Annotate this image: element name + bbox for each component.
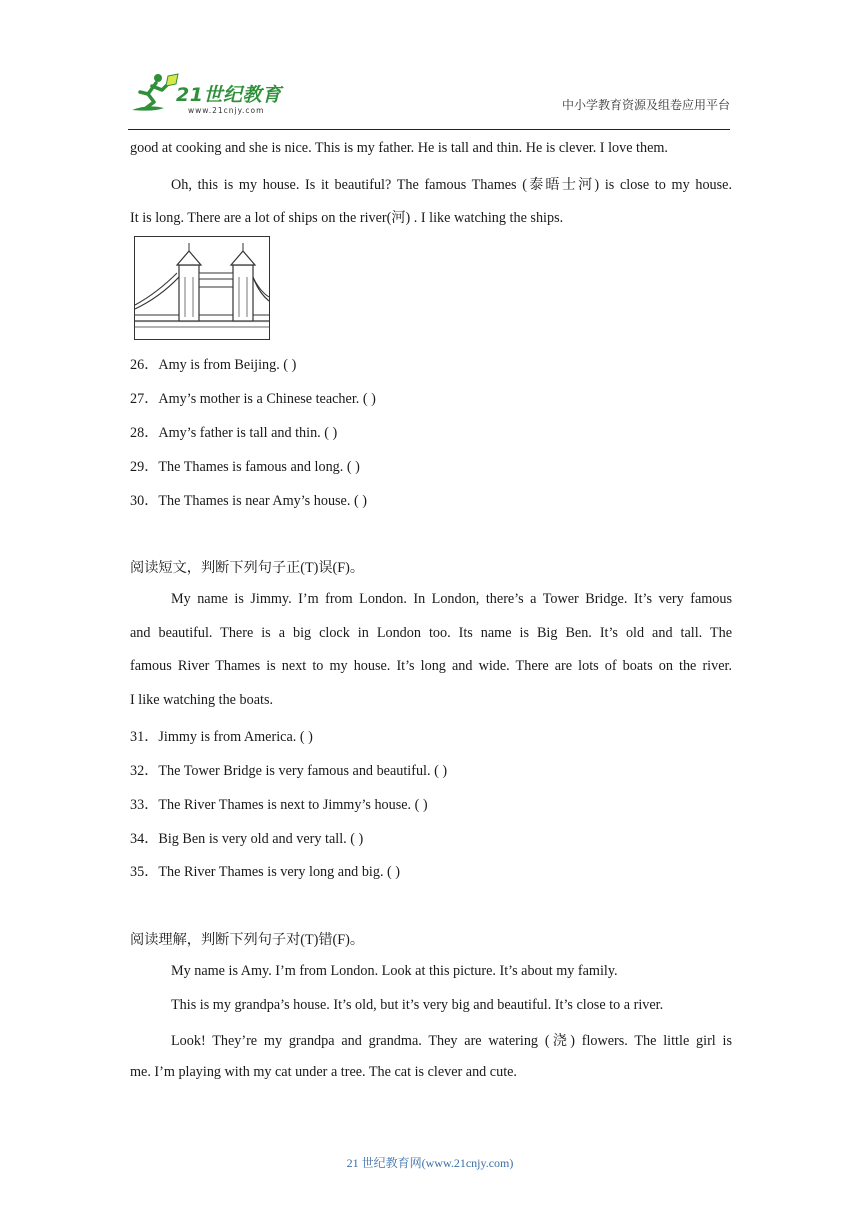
section-3-line-2: This is my grandpa’s house. It’s old, but it’s very big and beautiful. It’s close to a river. xyxy=(171,997,664,1013)
logo-text: 21世纪教育 xyxy=(176,84,282,106)
passage-1-line-2: Oh, this is my house. Is it beautiful? The famous Thames (泰晤士河) is close to my house. xyxy=(171,177,732,193)
question-33: 33．The River Thames is next to Jimmy’s house. ( ) xyxy=(130,797,428,813)
question-32: 32．The Tower Bridge is very famous and beautiful. ( ) xyxy=(130,763,448,779)
section-2-line-2: and beautiful. There is a big clock in London too. Its name is Big Ben. It’s old and tall. The xyxy=(130,625,732,641)
tower-bridge-icon xyxy=(135,237,269,339)
question-26: 26．Amy is from Beijing. ( ) xyxy=(130,357,297,373)
section-2-instruction: 阅读短文，判断下列句子正(T)误(F)。 xyxy=(130,560,365,576)
question-27: 27．Amy’s mother is a Chinese teacher. ( ) xyxy=(130,391,376,407)
page-header xyxy=(128,66,730,130)
section-3-instruction: 阅读理解，判断下列句子对(T)错(F)。 xyxy=(130,932,365,948)
question-34: 34．Big Ben is very old and very tall. ( ) xyxy=(130,831,364,847)
question-31: 31．Jimmy is from America. ( ) xyxy=(130,729,313,745)
question-28: 28．Amy’s father is tall and thin. ( ) xyxy=(130,425,338,441)
logo xyxy=(128,70,303,118)
section-3-line-4: me. I’m playing with my cat under a tree. The cat is clever and cute. xyxy=(130,1064,517,1080)
section-2-line-3: famous River Thames is next to my house. It’s long and wide. There are lots of boats on the river. xyxy=(130,658,732,674)
section-3-line-3: Look! They’re my grandpa and grandma. They are watering (浇) flowers. The little girl is xyxy=(171,1033,732,1049)
header-divider xyxy=(128,129,730,130)
section-2-line-4: I like watching the boats. xyxy=(130,692,274,708)
page-footer: 21 世纪教育网(www.21cnjy.com) xyxy=(346,1156,514,1170)
question-29: 29．The Thames is famous and long. ( ) xyxy=(130,459,360,475)
section-2-line-1: My name is Jimmy. I’m from London. In London, there’s a Tower Bridge. It’s very famous xyxy=(171,591,732,607)
logo-url: www.21cnjy.com xyxy=(188,106,265,115)
question-30: 30．The Thames is near Amy’s house. ( ) xyxy=(130,493,367,509)
passage-1-line-3: It is long. There are a lot of ships on the river(河) . I like watching the ships. xyxy=(130,210,564,226)
question-35: 35．The River Thames is very long and big. ( ) xyxy=(130,864,401,880)
tower-bridge-image xyxy=(134,236,270,340)
section-3-line-1: My name is Amy. I’m from London. Look at this picture. It’s about my family. xyxy=(171,963,618,979)
passage-1-line-1: good at cooking and she is nice. This is my father. He is tall and thin. He is clever. I love them. xyxy=(130,140,668,156)
platform-name: 中小学教育资源及组卷应用平台 xyxy=(561,98,730,112)
